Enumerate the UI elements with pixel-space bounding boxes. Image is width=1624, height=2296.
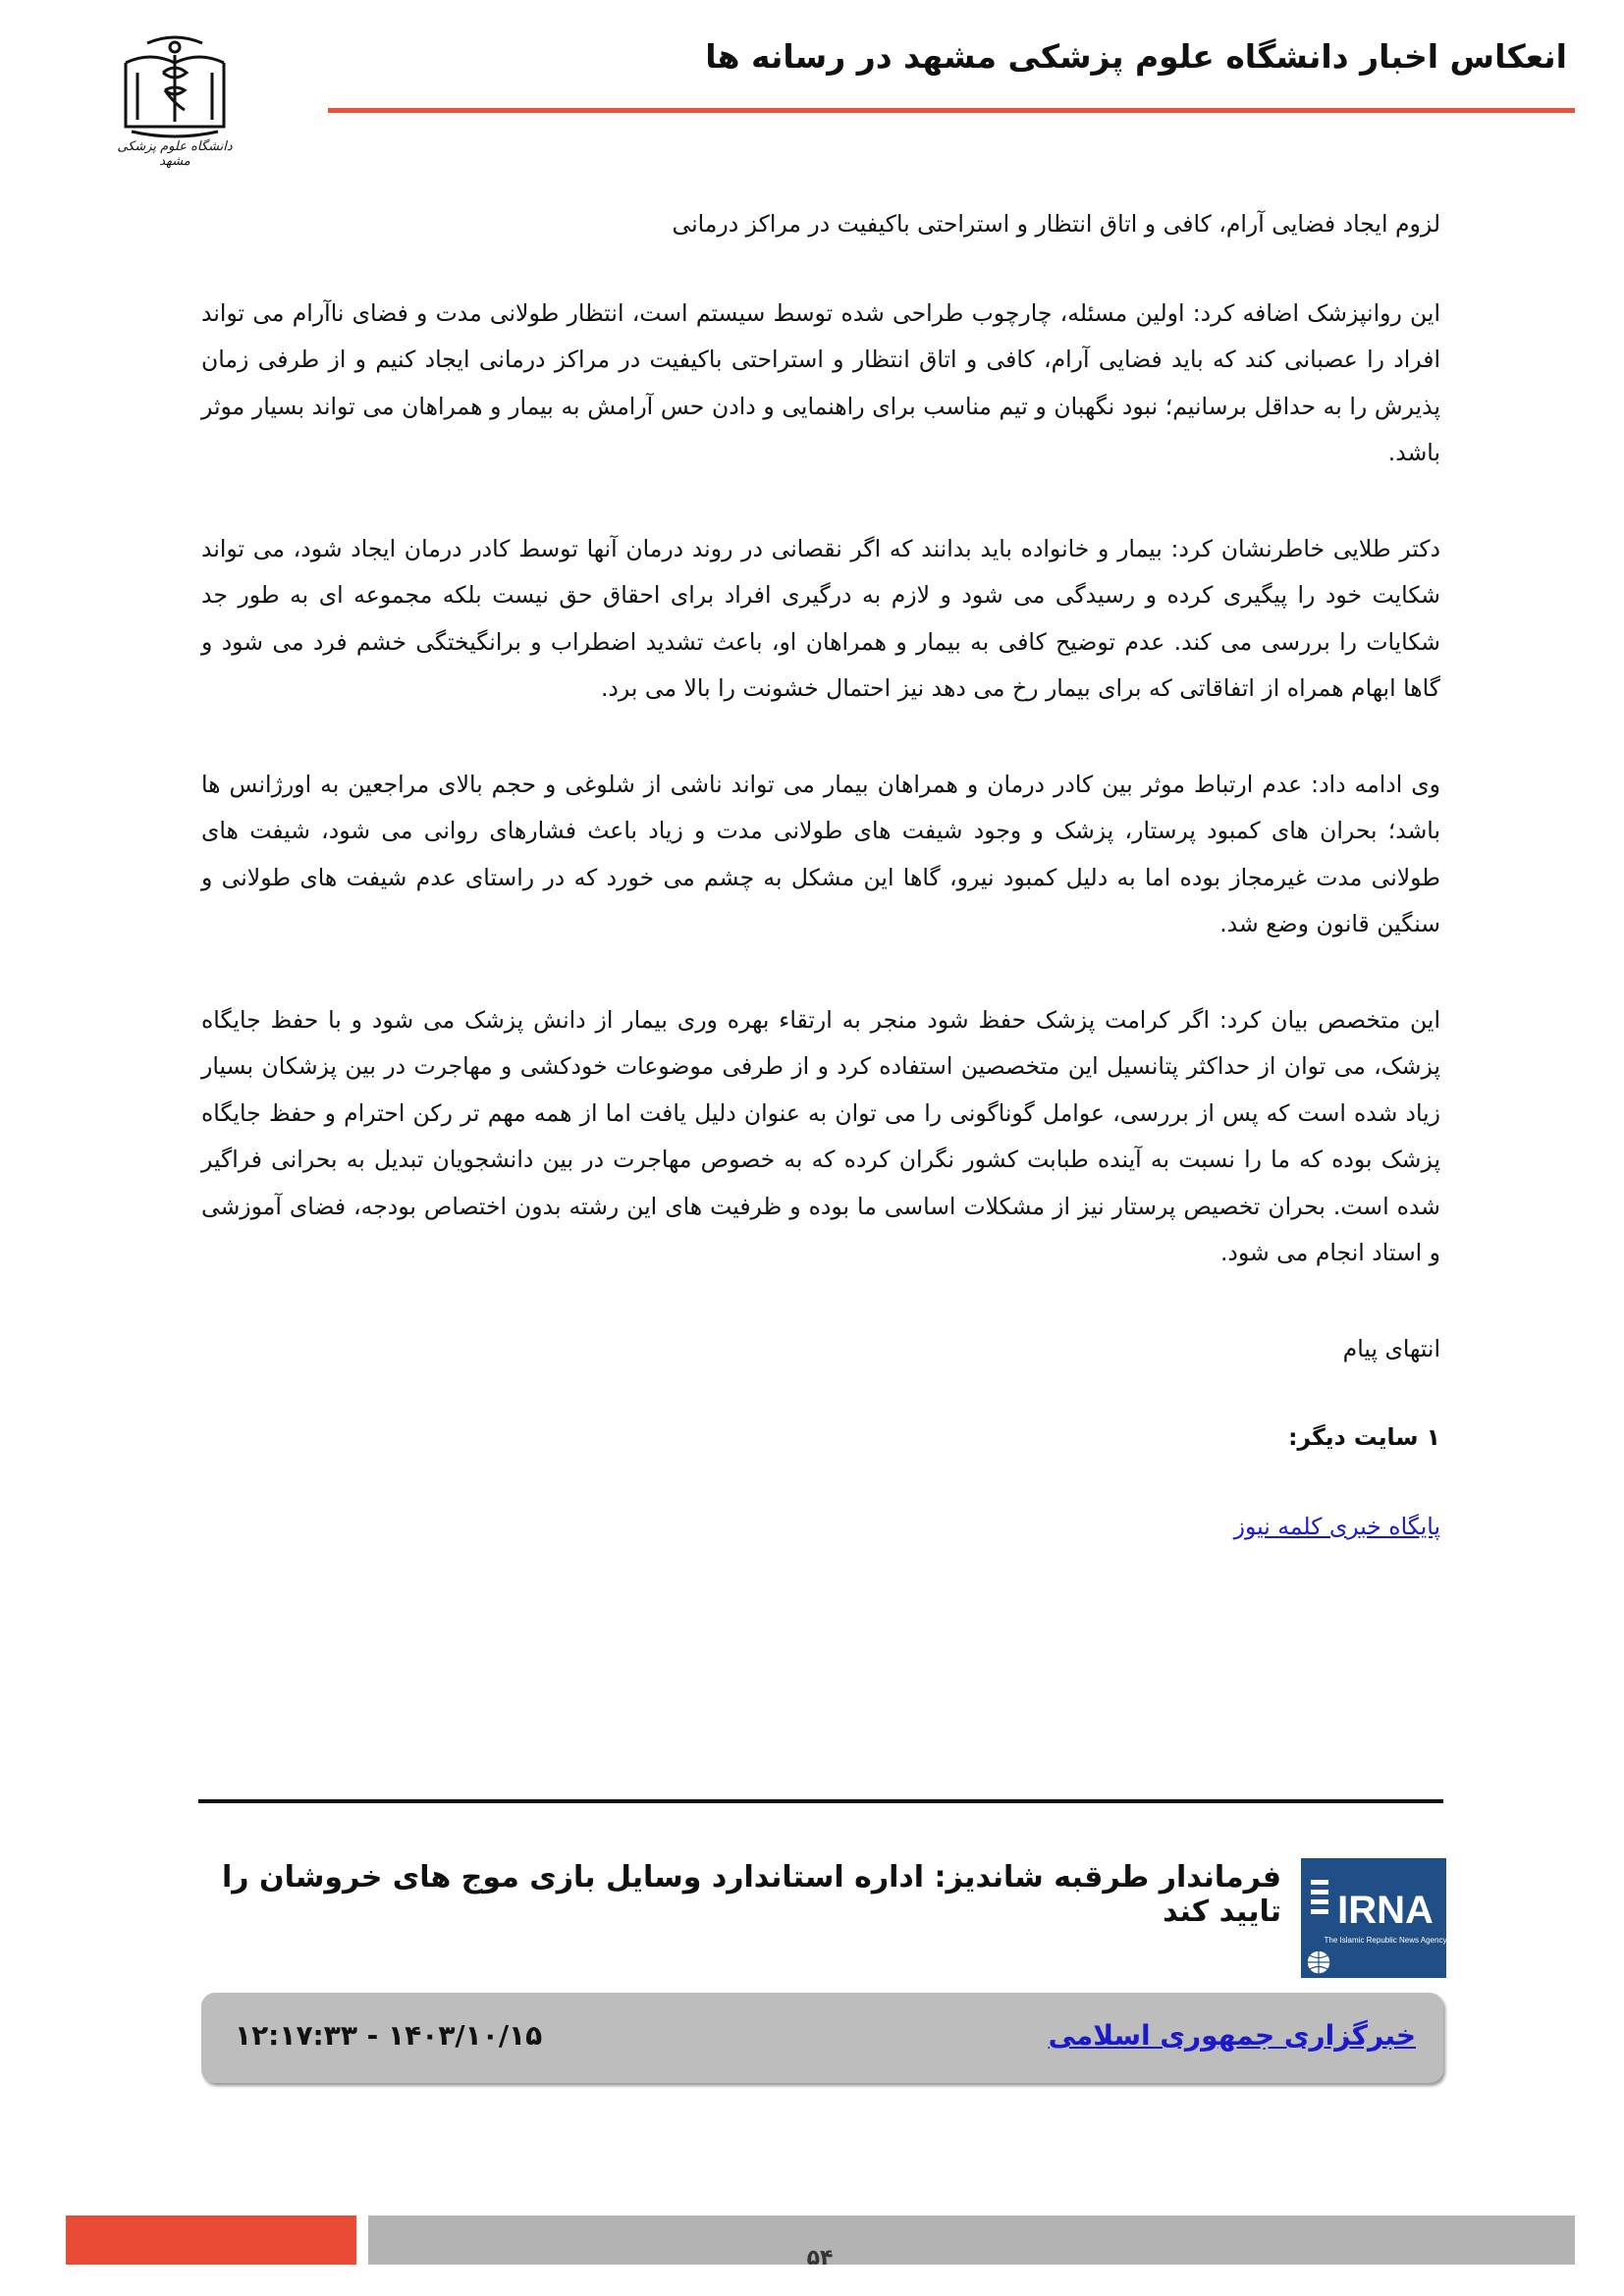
section-divider: [198, 1799, 1443, 1803]
page-number: ۵۴: [806, 2246, 834, 2270]
article-heading: لزوم ایجاد فضایی آرام، کافی و اتاق انتظار و استراحتی باکیفیت در مراکز درمانی: [672, 210, 1440, 238]
footer-gray-bar: [368, 2216, 1575, 2265]
article-paragraph: دکتر طلایی خاطرنشان کرد: بیمار و خانواده باید بدانند که اگر نقصانی در روند درمان آنها توسط کادر درمان ایجاد شود، می تواند شکایت خود را پیگیری کرده و رسیدگی می شود و لازم به درگیری افراد برای احقاق حق نیست بلکه مجموعه ای به طور جد شکایات را بررسی می کند. عدم توضیح کافی به بیمار و همراهان او، باعث تشدید اضطراب و برانگیختگی خشم فرد می شود و گاها ابهام همراه از اتفاقاتی که برای بیمار رخ می دهد نیز احتمال خشونت را بالا می برد.: [201, 534, 1440, 702]
logo-caption: دانشگاه علوم پزشکی مشهد: [117, 139, 233, 169]
news-info-bar: [201, 1993, 1443, 2083]
article-paragraph: وی ادامه داد: عدم ارتباط موثر بین کادر درمان و همراهان بیمار می تواند ناشی از شلوغی و حجم بالای مراجعین به اورژانس ها باشد؛ بحران های کمبود پرستار، پزشک و وجود شیفت های طولانی مدت و زیاد باعث فشارهای روانی می شود، شیفت های طولانی مدت غیرمجاز بوده اما به دلیل کمبود نیرو، گاها این مشکل به چشم می خورد که در راستای عدم شیفت های طولانی و سنگین قانون وضع شد.: [201, 770, 1440, 937]
news-source-link[interactable]: خبرگزاری جمهوری اسلامی: [1048, 2019, 1416, 2052]
article-body: [201, 201, 1440, 1599]
footer-red-bar: [66, 2216, 356, 2265]
header-title: انعکاس اخبار دانشگاه علوم پزشکی مشهد در رسانه ها: [705, 37, 1567, 76]
irna-logo-icon: [1301, 1858, 1446, 1978]
article-paragraph: این متخصص بیان کرد: اگر کرامت پزشک حفظ شود منجر به ارتقاء بهره وری بیمار از دانش پزشک می شود و با حفظ جایگاه پزشک، می توان از حداکثر پتانسیل این متخصصین استفاده کرد و از طرفی موضوعات خودکشی و مهاجرت در بین پزشکان بسیار زیاد شده است که پس از بررسی، عوامل گوناگونی را می توان به عنوان دلیل یافت اما از همه مهم تر رکن احترام و حفظ جایگاه پزشک بوده که ما را نسبت به آینده طبابت کشور نگران کرده که به خصوص مهاجرت در بین دانشجویان تبدیل به بحرانی فراگیر شده است. بحران تخصیص پرستار نیز از مشکلات اساسی ما بوده و ظرفیت های این رشته بدون اختصاص بودجه، فضای آموزشی و استاد انجام می شود.: [201, 1005, 1440, 1266]
irna-logo-subtext: The Islamic Republic News Agency: [1324, 1936, 1446, 1945]
header-rule: [328, 108, 1575, 113]
other-sites-label: ۱ سایت دیگر:: [1288, 1423, 1440, 1451]
other-site-link[interactable]: پایگاه خبری کلمه نیوز: [1233, 1512, 1440, 1540]
article-paragraph: این روانپزشک اضافه کرد: اولین مسئله، چارچوب طراحی شده توسط سیستم است، انتظار طولانی مدت و فضای ناآرام می تواند افراد را عصبانی کند که باید فضایی آرام، کافی و اتاق انتظار و استراحتی باکیفیت در مراکز درمانی ایجاد کنیم و از طرفی زمان پذیرش را به حداقل برسانیم؛ نبود نگهبان و تیم مناسب برای راهنمایی و دادن حس آرامش به بیمار و همراهان می تواند بسیار موثر باشد.: [201, 298, 1440, 466]
news-datetime: ۱۲:۱۷:۳۳ - ۱۴۰۳/۱۰/۱۵: [235, 2019, 543, 2052]
irna-logo-text: IRNA: [1337, 1889, 1434, 1932]
news-title: فرماندار طرقبه شاندیز: اداره استاندارد وسایل بازی موج های خروشان را تایید کند: [222, 1860, 1281, 1929]
end-note: انتهای پیام: [1342, 1334, 1440, 1362]
